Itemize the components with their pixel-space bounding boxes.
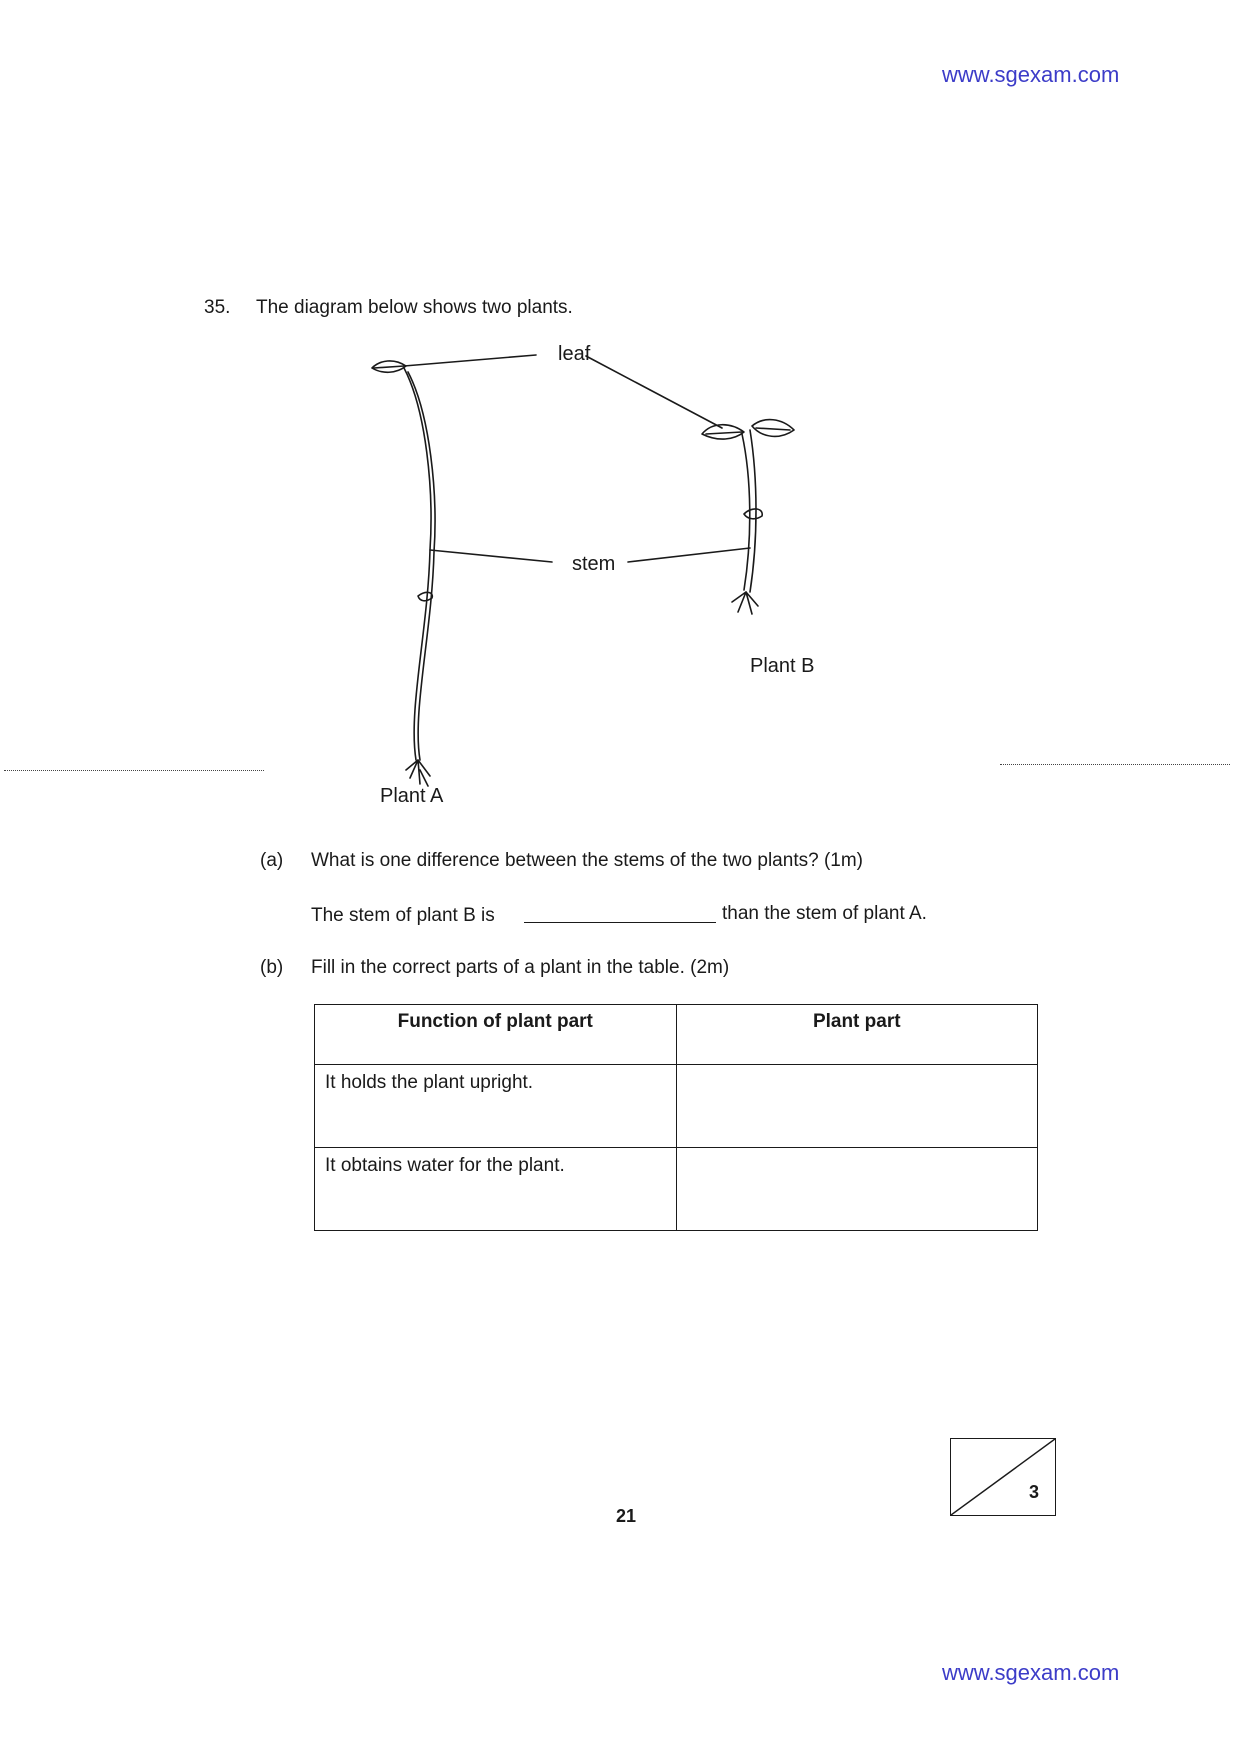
- marks-total: 3: [1028, 1482, 1039, 1502]
- stem-pointer-b: [628, 548, 750, 562]
- leaf-pointer-a: [404, 355, 536, 366]
- stem-pointer-a: [430, 550, 552, 562]
- question-number: 35.: [204, 297, 231, 318]
- function-cell: It obtains water for the plant.: [315, 1148, 677, 1231]
- table-row: [315, 1065, 1038, 1148]
- part-a-marker: (a): [260, 850, 284, 871]
- plant-part-answer-cell[interactable]: [676, 1148, 1038, 1231]
- marks-box-diagonal: [951, 1439, 1055, 1515]
- plant-a-label: Plant A: [380, 785, 444, 807]
- part-b-prompt: Fill in the correct parts of a plant in the table. (2m): [311, 957, 730, 978]
- header-function: Function of plant part: [315, 1005, 677, 1065]
- right-dotted-rule: [1000, 764, 1230, 765]
- plant-b-drawing: [702, 420, 794, 614]
- table-header-row: [315, 1005, 1038, 1065]
- plant-b-label: Plant B: [750, 655, 815, 677]
- footer-site-link[interactable]: www.sgexam.com: [942, 1660, 1120, 1685]
- marks-box: [950, 1438, 1056, 1516]
- header-plant-part: Plant part: [676, 1005, 1038, 1065]
- part-a-answer-suffix: than the stem of plant A.: [722, 903, 927, 924]
- leaf-pointer-b: [586, 356, 722, 428]
- left-dotted-rule: [4, 770, 264, 771]
- plant-a-drawing: [372, 361, 435, 786]
- part-a-answer-blank[interactable]: [524, 922, 716, 923]
- function-cell: It holds the plant upright.: [315, 1065, 677, 1148]
- leaf-label: leaf: [558, 343, 591, 365]
- page-number: 21: [616, 1506, 637, 1526]
- stem-label: stem: [572, 553, 616, 575]
- table-row: [315, 1148, 1038, 1231]
- question-intro: The diagram below shows two plants.: [256, 297, 573, 318]
- part-a-answer-prefix: The stem of plant B is: [311, 905, 495, 926]
- part-a-prompt: What is one difference between the stems of the two plants? (1m): [311, 850, 863, 871]
- part-b-marker: (b): [260, 957, 284, 978]
- header-site-link[interactable]: www.sgexam.com: [942, 62, 1120, 87]
- plant-part-answer-cell[interactable]: [676, 1065, 1038, 1148]
- plants-diagram: [360, 330, 880, 810]
- plant-parts-table: [314, 1004, 1038, 1231]
